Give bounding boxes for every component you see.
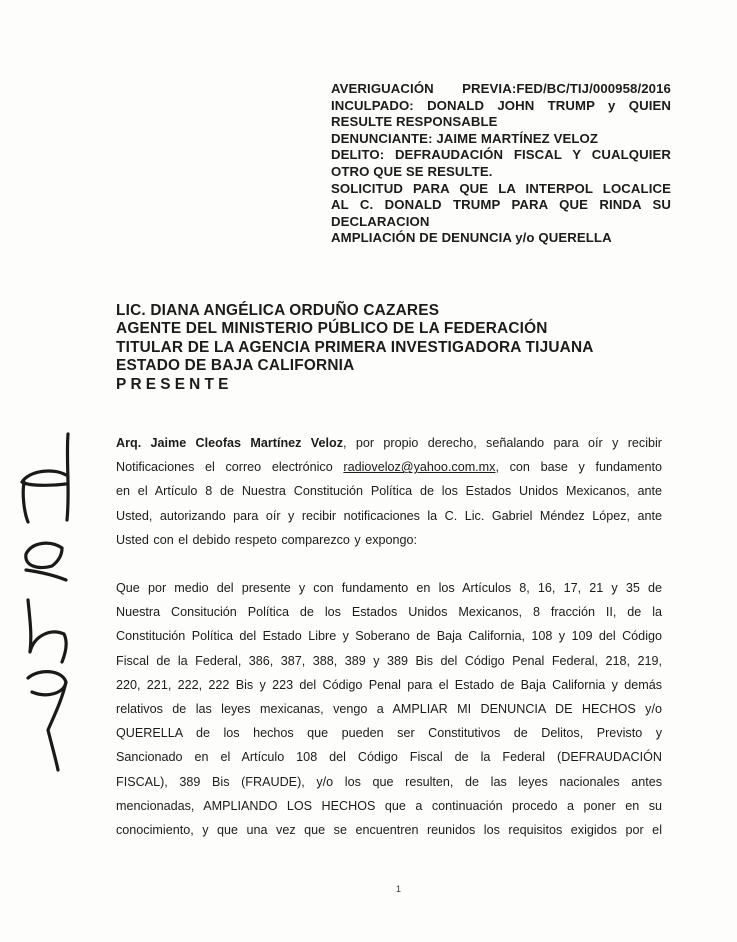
recipient-office: TITULAR DE LA AGENCIA PRIMERA INVESTIGADORA TIJUANA — [116, 338, 594, 356]
paragraph-line: Usted con el debido respeto comparezco y expongo: — [116, 532, 418, 547]
paragraph-line: Sancionado en el Artículo 108 del Código Fiscal de la Federal (DEFRAUDACIÓN — [116, 750, 662, 765]
header-line: DELITO: DEFRAUDACIÓN FISCAL Y CUALQUIER — [331, 147, 671, 163]
recipient-state: ESTADO DE BAJA CALIFORNIA — [116, 357, 355, 375]
intro-paragraph — [116, 431, 662, 552]
header-line: RESULTE RESPONSABLE — [331, 114, 498, 130]
text-span: , con base y fundamento — [495, 460, 662, 475]
text-span: Notificaciones el correo electrónico — [116, 460, 344, 475]
email-link[interactable]: radioveloz@yahoo.com.mx — [343, 460, 496, 475]
page-number: 1 — [396, 884, 402, 894]
case-header — [331, 81, 671, 247]
header-line: OTRO QUE SE RESULTE. — [331, 163, 493, 179]
paragraph-line: relativos de las leyes mexicanas, vengo a AMPLIAR MI DENUNCIA DE HECHOS y/o — [116, 701, 662, 716]
header-line: AMPLIACIÓN DE DENUNCIA y/o QUERELLA — [331, 230, 612, 246]
paragraph-line: Constitución Política del Estado Libre y Soberano de Baja California, 108 y 109 del Código — [116, 629, 662, 644]
paragraph-line: mencionadas, AMPLIANDO LOS HECHOS que a continuación procedo a poner en su — [116, 798, 662, 813]
paragraph-line: Usted, autorizando para oír y recibir notificaciones la C. Lic. Gabriel Méndez López, ante — [116, 508, 662, 523]
paragraph-line — [116, 455, 662, 479]
paragraph-line: QUERELLA de los hechos que pueden ser Constitutivos de Delitos, Previsto y — [116, 726, 662, 741]
header-line: SOLICITUD PARA QUE LA INTERPOL LOCALICE — [331, 180, 671, 196]
paragraph-line: conocimiento, y que una vez que se encuentren reunidos los requisitos exigidos por el — [116, 822, 662, 837]
header-line: AVERIGUACIÓN PREVIA:FED/BC/TIJ/000958/2016 — [331, 81, 671, 96]
paragraph-line: FISCAL), 389 Bis (FRAUDE), y/o los que resulten, de las leyes nacionales antes — [116, 774, 662, 789]
recipient-role: AGENTE DEL MINISTERIO PÚBLICO DE LA FEDERACIÓN — [116, 320, 548, 338]
header-line: DENUNCIANTE: JAIME MARTÍNEZ VELOZ — [331, 130, 599, 146]
text-span: , por propio derecho, señalando para oír y recibir — [343, 436, 662, 450]
main-paragraph — [116, 576, 662, 842]
recipient-block — [116, 302, 636, 394]
recipient-name: LIC. DIANA ANGÉLICA ORDUÑO CAZARES — [116, 302, 440, 319]
paragraph-line: Fiscal de la Federal, 386, 387, 388, 389 y 389 Bis del Código Penal Federal, 218, 219, — [116, 653, 662, 668]
header-line: INCULPADO: DONALD JOHN TRUMP y QUIEN — [331, 97, 671, 113]
author-name: Arq. Jaime Cleofas Martínez Veloz — [116, 436, 343, 450]
paragraph-line — [116, 431, 662, 455]
paragraph-line: en el Artículo 8 de Nuestra Constitución Política de los Estados Unidos Mexicanos, ante — [116, 484, 662, 499]
handwritten-signature — [10, 430, 80, 775]
header-line: DECLARACION — [331, 213, 430, 229]
header-line: AL C. DONALD TRUMP PARA QUE RINDA SU — [331, 197, 671, 213]
recipient-greeting: PRESENTE — [116, 375, 233, 393]
paragraph-line: Que por medio del presente y con fundamento en los Artículos 8, 16, 17, 21 y 35 de — [116, 581, 662, 595]
paragraph-line: Nuestra Consitución Política de los Estados Unidos Mexicanos, 8 fracción II, de la — [116, 605, 662, 620]
paragraph-line: 220, 221, 222, 222 Bis y 223 del Código Penal para el Estado de Baja California y demás — [116, 677, 662, 692]
